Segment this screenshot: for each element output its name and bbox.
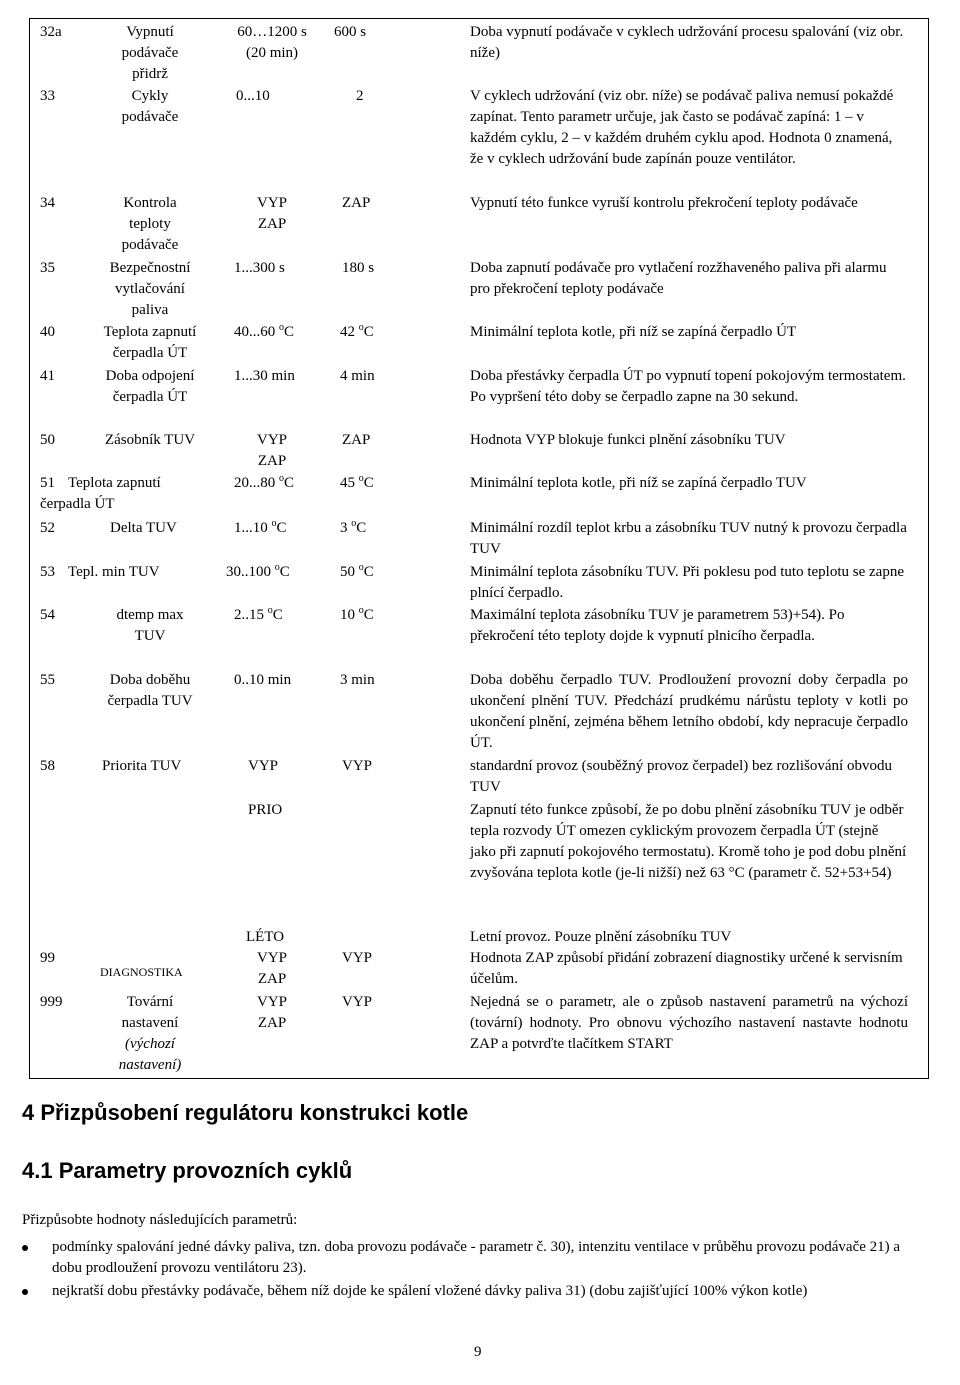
param-range: VYP ZAP [256,195,287,232]
param-number: 58 [40,758,55,774]
param-description: standardní provoz (souběžný provoz čerpadel) bez rozlišování obvodu TUV [470,758,892,795]
param-name: Teplota zapnutí [68,475,161,491]
param-range: VYP [248,758,279,774]
param-default: 3 min [340,672,375,688]
section-heading: 4 Přizpůsobení regulátoru konstrukci kotle [22,1100,469,1125]
param-name: Doba doběhu čerpadla TUV [107,672,193,709]
param-range: 60…1200 s (20 min) [237,24,307,61]
param-description: Hodnota ZAP způsobí přidání zobrazení diagnostiky určené k servisním účelům. [470,950,903,987]
param-name: Zásobník TUV [104,432,196,448]
param-name: Kontrola teploty podávače [121,195,179,253]
param-range: PRIO [248,802,283,818]
param-number: 32a [40,24,62,40]
param-number: 99 [40,950,55,966]
param-number: 54 [40,607,55,623]
param-description: Zapnutí této funkce způsobí, že po dobu plnění zásobníku TUV je odběr tepla rozvody ÚT omezen cyklickým provozem čerpadla ÚT (stejně jako při zapnutí pokojového termostatu). Kromě toho je pod dobu plnění zvyšována teplota kotle (je-li nižší) než 63 °C (parametr č. 52+53+54) [470,802,907,881]
document-page: 32a Vypnutí podávače přidrž 60…1200 s (20 min) 600 s Doba vypnutí podávače v cyklech udržování procesu spalování (viz obr. níže) 33 Cykly podávače 0...10 2 V cyklech udržování (viz obr. níže) se podávač paliva nemusí pokaždé zapínat. Tento parametr určuje, jak často se podávač zapíná: 1 – v každém cyklu, 2 – v každém druhém cyklu apod. Hodnota 0 znamená, že v cyklech udržování bude zapínán pouze ventilátor. 34 Kontrola teploty podávače VYP ZAP ZAP Vypnutí této funkce vyruší kontrolu překročení teploty podávače 35 Bezpečnostní vytlačování paliva 1...300 s 180 s Doba zapnutí podávače pro vytlačení rozžhaveného paliva při alarmu pro překročení teploty podávače 40 Teplota zapnutí čerpadla ÚT 40...60 $^o$C 42 $^o$C Minimální teplota kotle, při níž se zapíná čerpadlo ÚT 41 Doba odpojení čerpadla ÚT 1...30 min 4 min Doba přestávky čerpadla ÚT po vypnutí topení pokojovým termostatem. Po vypršení této doby se čerpadlo zapne na 30 sekund. 50 Zásobník TUV VYP ZAP ZAP Hodnota VYP blokuje funkci plnění zásobníku TUV 51 Teplota zapnutí čerpadla ÚT 20...80 $^o$C 45 $^o$C Minimální teplota kotle, při níž se zapíná čerpadlo TUV 52 Delta TUV 1...10 $^o$C 3 $^o$C Minimální rozdíl teplot krbu a zásobníku TUV nutný k provozu čerpadla TUV 53 Tepl. min TUV 30..100 $^o$C 50 $^o$C Minimální teplota zásobníku TUV. Při poklesu pod tuto teplotu se zapne plnící čerpadlo. 54 dtemp max TUV 2..15 $^o$C 10 $^o$C Maximální teplota zásobníku TUV je parametrem 53)+54). Po překročení této teploty dojde k vypnutí plnicího čerpadla. 55 Doba doběhu čerpadla TUV 0..10 min 3 min Doba doběhu čerpadlo TUV. Prodloužení provozní doby čerpadla po ukončení plnění TUV. Předchází prudkému nárůstu teploty v kotli po ukončení plnění, zejména během letního období, kdy nepracuje čerpadlo ÚT. 58 Priorita TUV VYP VYP standardní provoz (souběžný provoz čerpadel) bez rozlišování obvodu TUV PRIO Zapnutí této funkce způsobí, že po dobu plnění zásobníku TUV je odběr tepla rozvody ÚT omezen cyklickým provozem čerpadla ÚT (stejně jako při zapnutí pokojového termostatu). Kromě toho je pod dobu plnění zvyšována teplota kotle (je-li nižší) než 63 °C (parametr č. 52+53+54) LÉTO Letní provoz. Pouze plnění zásobníku TUV 99 DIAGNOSTIKA VYP ZAP VYP Hodnota ZAP způsobí přidání zobrazení diagnostiky určené k servisním účelům. 999 Tovární nastavení (výchozí nastavení) VYP ZAP VYP Nejedná se o parametr, ale o způsob nastavení parametrů na výchozí (tovární) hodnoty. Pro obnovu výchozího nastavení nastavte hodnotu ZAP a potvrďte tlačítkem START 4 Přizpůsobení regulátoru konstrukci kotle 4.1 Parametry provozních cyklů Přizpůsobte hodnoty následujících parametrů: podmínky spalování jedné dávky paliva, tzn. doba provozu podávače - parametr č. 30), intenzitu ventilace v průběhu provozu podávače 21) a dobu prodloužení provozu ventilátoru 23). nejkratší dobu přestávky podávače, během níž dojde ke spálení vložené dávky paliva 31) (dobu zajišťující 100% výkon kotle) 9 [0,0,960,1385]
param-description: Maximální teplota zásobníku TUV je parametrem 53)+54). Po překročení této teploty dojde k vypnutí plnicího čerpadla. [470,607,845,644]
bullet-icon [22,1289,28,1295]
param-description: Doba přestávky čerpadla ÚT po vypnutí topení pokojovým termostatem. Po vypršení této doby se čerpadlo zapne na 30 sekund. [470,368,906,405]
param-description: Doba vypnutí podávače v cyklech udržování procesu spalování (viz obr. níže) [470,24,904,61]
param-range: LÉTO [246,929,285,945]
param-range: 0...10 [236,88,270,104]
param-number: 51 [40,475,55,491]
param-default: 180 s [342,260,375,276]
param-description: Doba zapnutí podávače pro vytlačení rozžhaveného paliva při alarmu pro překročení teploty podávače [470,260,887,297]
param-description: Nejedná se o parametr, ale o způsob nastavení parametrů na výchozí (tovární) hodnoty. Pro obnovu výchozího nastavení nastavte hodnotu ZAP a potvrďte tlačítkem START [470,994,908,1052]
param-description: Letní provoz. Pouze plnění zásobníku TUV [470,929,732,945]
param-name: Cykly podávače [121,88,179,125]
param-name: Doba odpojení čerpadla ÚT [105,368,195,405]
param-name: DIAGNOSTIKA [100,965,183,979]
param-name: Tepl. min TUV [68,564,160,580]
param-default: ZAP [342,432,371,448]
param-range: 40...60 $^o$C [234,322,295,340]
param-default: 4 min [340,368,375,384]
param-name: dtemp max TUV [116,607,184,644]
page-number: 9 [474,1344,482,1360]
param-number: 34 [40,195,55,211]
param-range: VYP ZAP [256,950,287,987]
param-number: 35 [40,260,55,276]
param-name: Delta TUV [110,520,177,536]
param-name-cont: čerpadla ÚT [40,496,115,512]
param-description: Hodnota VYP blokuje funkci plnění zásobníku TUV [470,432,786,448]
param-default: 2 [356,88,364,104]
param-default: 50 $^o$C [340,562,374,580]
param-range: 1...30 min [234,368,295,384]
param-default: VYP [342,950,373,966]
param-description: Minimální teplota zásobníku TUV. Při poklesu pod tuto teplotu se zapne plnící čerpadlo. [470,564,904,601]
param-name: Vypnutí podávače přidrž [121,24,179,82]
param-name: Bezpečnostní vytlačování paliva [109,260,191,318]
param-number: 999 [40,994,63,1010]
param-description: Minimální teplota kotle, při níž se zapíná čerpadlo ÚT [470,324,797,340]
param-number: 52 [40,520,55,536]
param-number: 55 [40,672,55,688]
param-default: 45 $^o$C [340,473,374,491]
param-description: Vypnutí této funkce vyruší kontrolu překročení teploty podávače [470,195,858,211]
param-name: Teplota zapnutí čerpadla ÚT [103,324,197,361]
param-default: 600 s [334,24,367,40]
param-default: VYP [342,994,373,1010]
param-number: 41 [40,368,55,384]
param-range: VYP ZAP [256,432,287,469]
param-default: 42 $^o$C [340,322,374,340]
param-range: 20...80 $^o$C [234,473,295,491]
param-number: 33 [40,88,55,104]
param-default: 3 $^o$C [340,518,367,536]
intro-text: Přizpůsobte hodnoty následujících parametrů: [22,1212,298,1228]
param-range: 30..100 $^o$C [226,562,290,580]
param-name: Tovární nastavení (výchozí nastavení) [118,994,182,1073]
param-default: VYP [342,758,373,774]
param-range: VYP ZAP [256,994,287,1031]
param-range: 2..15 $^o$C [234,605,283,623]
param-number: 40 [40,324,55,340]
param-range: 1...10 $^o$C [234,518,287,536]
param-description: Minimální rozdíl teplot krbu a zásobníku TUV nutný k provozu čerpadla TUV [470,520,907,557]
param-description: Doba doběhu čerpadlo TUV. Prodloužení provozní doby čerpadla po ukončení plnění TUV. Předchází prudkému nárůstu teploty v kotli po ukončení plnění, zejména během letního období, kdy nepracuje čerpadlo ÚT. [470,672,908,751]
param-description: V cyklech udržování (viz obr. níže) se podávač paliva nemusí pokaždé zapínat. Tento parametr určuje, jak často se podávač zapíná: 1 – v každém cyklu, 2 – v každém druhém cyklu apod. Hodnota 0 znamená, že v cyklech udržování bude zapínán pouze ventilátor. [470,88,894,167]
subsection-heading: 4.1 Parametry provozních cyklů [22,1158,353,1183]
param-default: ZAP [342,195,371,211]
param-description: Minimální teplota kotle, při níž se zapíná čerpadlo TUV [470,475,807,491]
param-name: Priorita TUV [102,758,182,774]
param-default: 10 $^o$C [340,605,374,623]
param-number: 53 [40,564,55,580]
param-range: 0..10 min [234,672,292,688]
bullet-icon [22,1245,28,1251]
param-number: 50 [40,432,55,448]
param-range: 1...300 s [234,260,285,276]
